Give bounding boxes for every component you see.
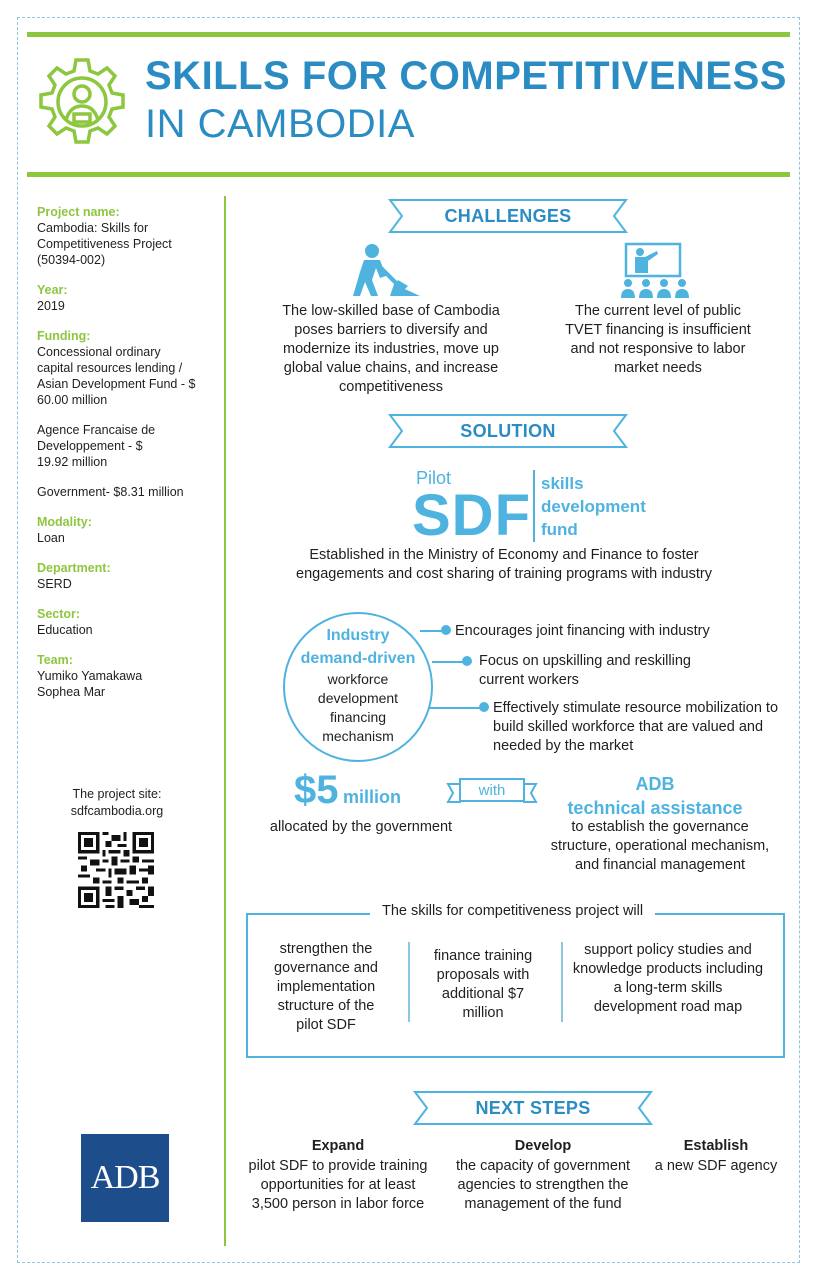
- qr-code-icon[interactable]: [78, 832, 154, 908]
- sdf-def-line-3: fund: [541, 520, 578, 539]
- column-divider-1: [408, 942, 410, 1022]
- bullet-dot-1: [441, 625, 451, 635]
- next-step-3-text: a new SDF agency: [654, 1158, 778, 1174]
- adb-ta-line-2: technical assistance: [567, 798, 743, 818]
- with-label: with: [478, 782, 506, 799]
- team-member-1: Yumiko Yamakawa: [37, 669, 143, 683]
- project-will-heading: The skills for competitiveness project will: [370, 903, 655, 919]
- classroom-teacher-icon: [618, 240, 690, 298]
- bullet-connector-2: [432, 661, 466, 663]
- project-site-link[interactable]: sdfcambodia.org: [70, 804, 164, 818]
- page-subtitle: IN CAMBODIA: [145, 102, 415, 146]
- next-step-1-text: pilot SDF to provide training opportunities for at least 3,500 person in labor force: [248, 1158, 428, 1212]
- project-name-value: Cambodia: Skills for Competitiveness Project (50394-002): [37, 221, 172, 267]
- next-steps-heading: NEXT STEPS: [475, 1098, 591, 1118]
- top-green-bar: [27, 32, 790, 37]
- sdf-def-line-1: skills: [541, 474, 584, 493]
- project-will-col-3: support policy studies and knowledge products including a long-term skills development road map: [572, 942, 764, 1015]
- next-step-1-heading: Expand: [311, 1138, 365, 1154]
- funding-amount-unit: million: [342, 787, 401, 807]
- challenge-2-text: The current level of public TVET financing is insufficient and not responsive to labor market needs: [565, 303, 751, 376]
- circle-heading-2: demand-driven: [300, 650, 416, 667]
- sidebar-divider: [224, 196, 226, 1246]
- next-step-2-text: the capacity of government agencies to strengthen the management of the fund: [455, 1158, 631, 1212]
- circle-text: workforce development financing mechanism: [317, 671, 399, 744]
- sdf-acronym: SDF: [412, 483, 531, 548]
- challenge-1-text: The low-skilled base of Cambodia poses barriers to diversify and modernize its industries, move up global value chains, and increase competitiveness: [282, 303, 500, 395]
- bullet-3-text: Effectively stimulate resource mobilization to build skilled workforce that are valued and needed by the market: [493, 700, 779, 754]
- sdf-divider: [533, 470, 535, 542]
- team-member-2: Sophea Mar: [37, 685, 106, 699]
- sdf-established-text: Established in the Ministry of Economy and Finance to foster engagements and cost sharing of training programs with industry: [296, 547, 712, 582]
- department-label: Department:: [37, 561, 111, 575]
- bullet-dot-2: [462, 656, 472, 666]
- funding-value-3: Government- $8.31 million: [37, 485, 184, 499]
- next-step-2-heading: Develop: [514, 1138, 572, 1154]
- year-value: 2019: [37, 299, 65, 313]
- solution-heading: SOLUTION: [460, 421, 556, 441]
- bullet-connector-3: [428, 707, 484, 709]
- solution-banner: [388, 413, 628, 449]
- project-will-col-1: strengthen the governance and implementation structure of the pilot SDF: [274, 941, 378, 1033]
- challenges-banner: [388, 198, 628, 234]
- adb-ta-caption: to establish the governance structure, operational mechanism, and financial management: [550, 819, 770, 873]
- gear-person-icon: [36, 56, 128, 148]
- adb-ta-heading: [545, 772, 765, 820]
- next-step-3-heading: Establish: [683, 1138, 749, 1154]
- adb-ta-line-1: ADB: [635, 774, 675, 794]
- sector-label: Sector:: [37, 607, 81, 621]
- modality-label: Modality:: [37, 515, 92, 529]
- funding-label: Funding:: [37, 329, 91, 343]
- project-info-sidebar: [37, 204, 217, 700]
- pilot-label: Pilot: [416, 468, 452, 488]
- bullet-2-text: Focus on upskilling and reskilling current workers: [479, 653, 691, 688]
- bullet-dot-3: [479, 702, 489, 712]
- column-divider-2: [561, 942, 563, 1022]
- funding-amount-value: $5: [294, 768, 339, 812]
- project-name-label: Project name:: [37, 205, 120, 219]
- circle-heading-1: Industry: [326, 627, 390, 644]
- funding-amount: [294, 768, 401, 813]
- funding-amount-caption: allocated by the government: [269, 819, 453, 835]
- sector-value: Education: [37, 623, 93, 637]
- funding-value-2: Agence Francaise de Developpement - $ 19.92 million: [37, 423, 156, 469]
- project-site-label: The project site:: [72, 787, 162, 801]
- page-title: SKILLS FOR COMPETITIVENESS: [145, 54, 787, 98]
- modality-value: Loan: [37, 531, 65, 545]
- sdf-def-line-2: development: [541, 497, 646, 516]
- bullet-1-text: Encourages joint financing with industry: [455, 623, 710, 639]
- challenges-heading: CHALLENGES: [444, 206, 572, 226]
- team-label: Team:: [37, 653, 73, 667]
- department-value: SERD: [37, 577, 72, 591]
- adb-logo: ADB: [81, 1134, 169, 1222]
- funding-value-1: Concessional ordinary capital resources lending / Asian Development Fund - $ 60.00 million: [37, 345, 196, 407]
- project-site: [37, 786, 197, 820]
- year-label: Year:: [37, 283, 68, 297]
- project-will-col-2: finance training proposals with additional $7 million: [433, 948, 533, 1021]
- header-bottom-green-bar: [27, 172, 790, 177]
- worker-digging-icon: [350, 242, 422, 298]
- next-steps-banner: [413, 1090, 653, 1126]
- sdf-definition: [541, 472, 646, 541]
